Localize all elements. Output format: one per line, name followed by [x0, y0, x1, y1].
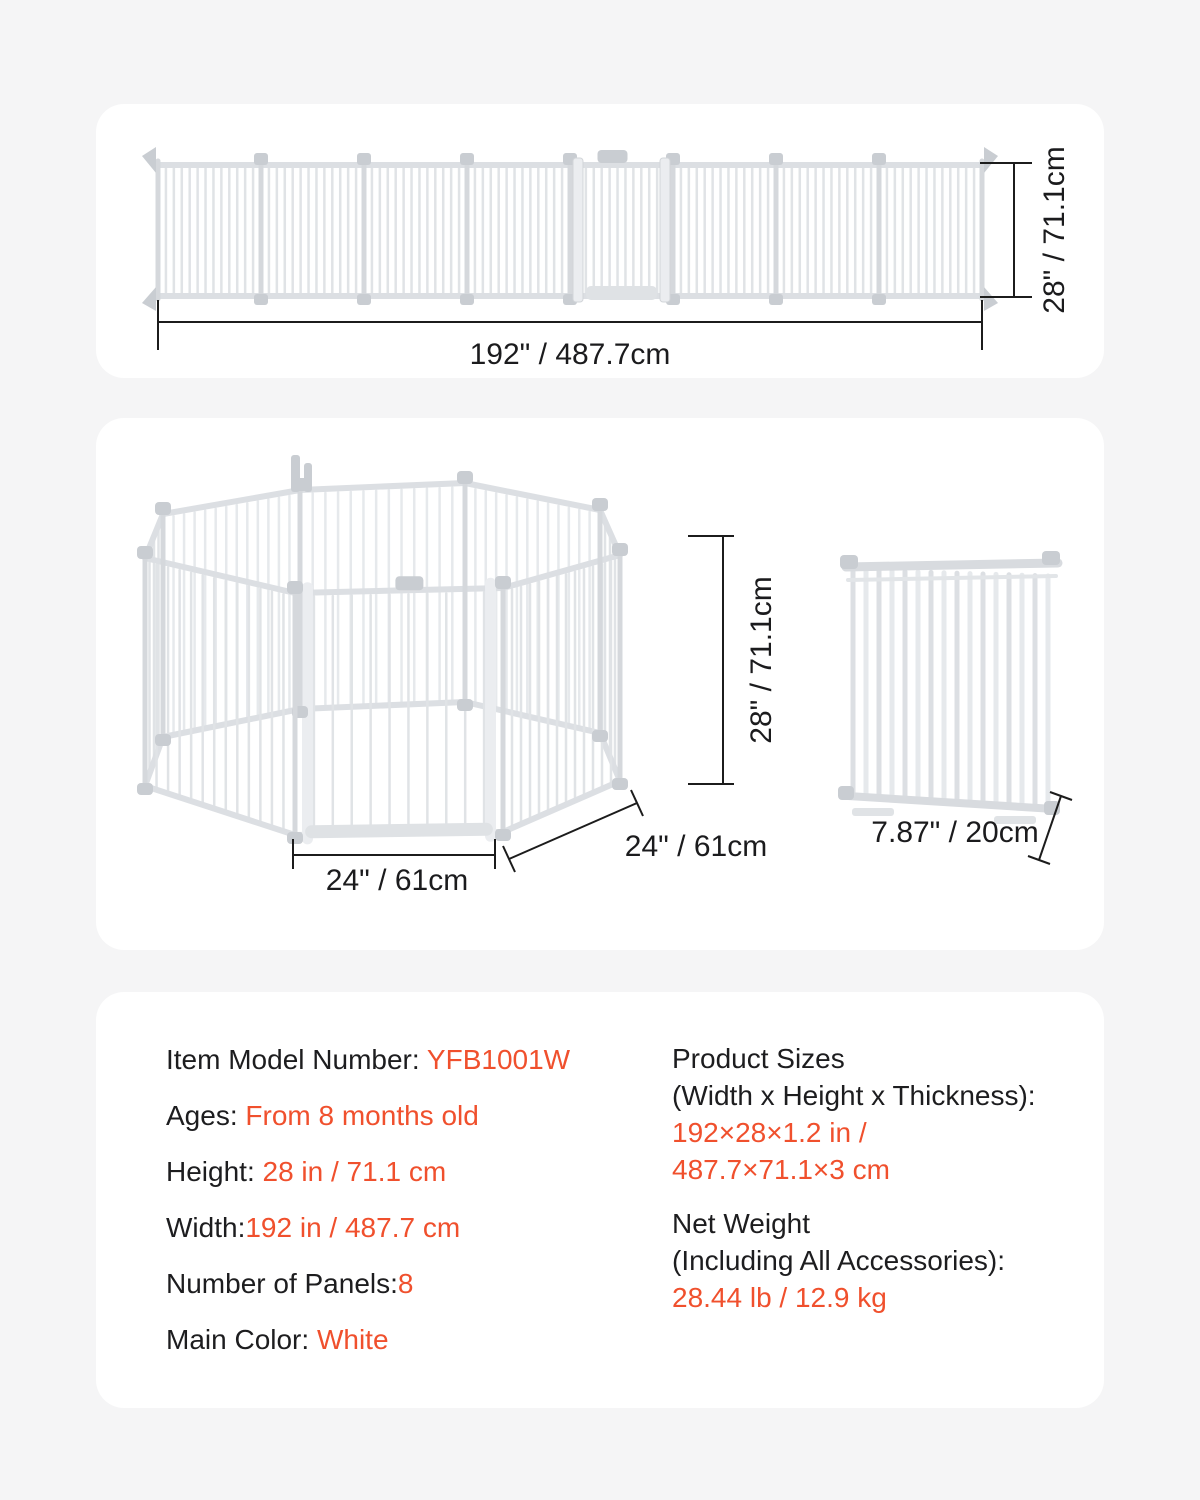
- spec-net-weight-subtitle: (Including All Accessories):: [672, 1245, 1006, 1276]
- spec-model-number-label: Item Model Number:: [166, 1044, 427, 1075]
- octagon-side-width-dimension-label: 24" / 61cm: [624, 830, 768, 863]
- spec-width-value: 192 in / 487.7 cm: [245, 1212, 461, 1243]
- flat-gate-diagram: [96, 104, 1104, 378]
- flat-gate-figure: [142, 147, 998, 311]
- spec-ages-value: From 8 months old: [245, 1100, 479, 1131]
- spec-panel-count-value: 8: [397, 1268, 414, 1299]
- spec-product-sizes-subtitle: (Width x Height x Thickness):: [672, 1080, 1036, 1111]
- spec-product-sizes-value-cm: 487.7×71.1×3 cm: [672, 1154, 890, 1185]
- octagon-playpen-figure: [137, 455, 628, 844]
- spec-product-sizes-title: Product Sizes: [672, 1043, 845, 1074]
- spec-product-sizes-value-in: 192×28×1.2 in /: [672, 1117, 867, 1148]
- spec-height-value: 28 in / 71.1 cm: [262, 1156, 447, 1187]
- spec-height: [166, 1154, 570, 1190]
- octagon-height-dimension-label: 28" / 71.1cm: [745, 576, 778, 744]
- spec-panel-count-label: Number of Panels:: [166, 1268, 398, 1299]
- octagon-playpen-diagram: [96, 418, 1104, 950]
- specs-right-column: [672, 1040, 1092, 1333]
- spec-model-number: [166, 1042, 570, 1078]
- octagon-front-width-dimension-label: 24" / 61cm: [325, 864, 469, 897]
- specifications-panel: [96, 992, 1104, 1408]
- octagon-playpen-panel: [96, 418, 1104, 950]
- spec-net-weight-title: Net Weight: [672, 1208, 810, 1239]
- spec-product-sizes: [672, 1040, 1092, 1188]
- folded-gate-figure: [838, 551, 1060, 824]
- flat-width-dimension-label: 192" / 487.7cm: [469, 338, 671, 371]
- spec-ages-label: Ages:: [166, 1100, 246, 1131]
- flat-height-dimension-label: 28" / 71.1cm: [1038, 146, 1071, 314]
- spec-ages: [166, 1098, 570, 1134]
- spec-main-color-value: White: [316, 1324, 389, 1355]
- spec-width: [166, 1210, 570, 1246]
- spec-net-weight-value: 28.44 lb / 12.9 kg: [672, 1282, 887, 1313]
- spec-main-color: [166, 1322, 570, 1358]
- specs-left-column: [166, 1042, 570, 1378]
- spec-panel-count: [166, 1266, 570, 1302]
- spec-model-number-value: YFB1001W: [426, 1044, 571, 1075]
- spec-height-label: Height:: [166, 1156, 263, 1187]
- spec-net-weight: [672, 1205, 1092, 1316]
- flat-gate-panel: [96, 104, 1104, 378]
- spec-width-label: Width:: [166, 1212, 246, 1243]
- spec-main-color-label: Main Color:: [166, 1324, 317, 1355]
- folded-thickness-dimension-label: 7.87" / 20cm: [871, 816, 1039, 849]
